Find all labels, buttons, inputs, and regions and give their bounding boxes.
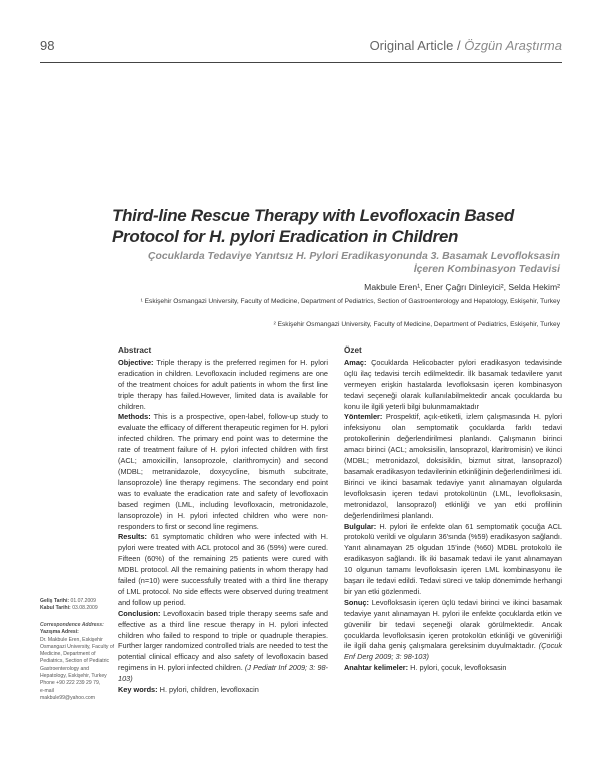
ozet-sonuc: Sonuç: Levofloksasin içeren üçlü tedavi birinci ve ikinci basamak tedaviye yanıt alınamayan H. pylori ile enfekte çocuklarda etkin ve güvenilir bir tedavi seçeneği olarak görülmektedir. Ancak çocuklarda levofloksasin içeren protokolün etkinliği ve güvenirliği ile ilgili daha geniş çalışmalara gereksinim duyulmaktadır. (Çocuk Enf Derg 2009; 3: 98-103) [344, 597, 562, 662]
article-title: Third-line Rescue Therapy with Levofloxacin Based Protocol for H. pylori Eradication in Children [112, 206, 514, 246]
corr-email-label: e-mail [40, 687, 54, 694]
ozet-keywords: Anahtar kelimeler: H. pylori, çocuk, levofloksasin [344, 663, 507, 673]
abstract-methods: Methods: This is a prospective, open-label, follow-up study to evaluate the efficacy of different therapeutic regimen for H. pylori infected children. The primary end point was to determine the rate of treatment failure of H. pylori infected children with first (ACL; amoxicillin, lansoprozole, clarithromycin) and second (MDBL; metranidazole, doxycycline, bismuth subcitrate, lansoprozole) line therapy regimens. The secondary end point was to evaluate the eradication rate and safety of levofloxacin based regimen (LML, including levofloxacin, metronidazole, lansoprozole) in H. pylori infected children who were non-responders to first or second line regimens. [118, 412, 328, 531]
article-type [370, 38, 562, 53]
article-type-en: Original Article / [369, 38, 465, 53]
corr-phone: Phone +90 222 239 29 79, [40, 680, 101, 687]
abstract-en [118, 346, 328, 696]
abstract-heading: Abstract [118, 346, 152, 355]
corr-label: Correspondence Address: [40, 622, 104, 628]
abstract-objective: Objective: Triple therapy is the preferred regimen for H. pylori eradication in children. Levofloxacin included regimens are one of the treatment choices for adult patients in whom the first line triple therapy has failed.However, limited data is available for children. [118, 357, 328, 411]
article-type-tr: Özgün Araştırma [464, 38, 562, 53]
ozet-heading: Özet [344, 346, 362, 355]
page-number: 98 [40, 38, 55, 53]
corr-email: makbule99@yahoo.com [40, 694, 96, 701]
article-subtitle-tr: Çocuklarda Tedaviye Yanıtsız H. Pylori Eradikasyonunda 3. Basamak Levofloksasin İçeren Kombinasyon Tedavisi [148, 251, 560, 275]
accepted-date: Kabul Tarihi: 03.08.2009 [40, 605, 98, 612]
abstract-results: Results: 61 symptomatic children who were infected with H. pylori were treated with ACL protocol and 36 (59%) were cured. Fifteen (60%) of the remaining 25 patients were cured with MDBL protocol. All the remaining patients in whom therapy had failed (n=10) were successfully treated with a third line therapy of LML protocol. No side effects were observed during treatment and follow up period. [118, 532, 328, 607]
corr-label-tr: Yazışma Adresi: [40, 629, 79, 636]
affiliation-2: ² Eskişehir Osmangazi University, Faculty of Medicine, Department of Pediatrics, Eskişehir, Turkey [273, 321, 560, 328]
abstract-tr [344, 346, 562, 674]
ozet-amac: Amaç: Çocuklarda Helicobacter pylori eradikasyon tedavisinde üçlü ilaç tedavisi tercih edilmektedir. İlk basamak tedavilere yanıt vermeyen erişkin hastalarda levofloksasin içeren kombinasyon tedavi seçeneği olarak kullanılabilmektedir ancak çocuklarda bu konu ile ilgili yeterli bilgi bulunmamaktadır [344, 357, 562, 411]
received-date: Geliş Tarihi: 01.07.2009 [40, 598, 96, 604]
dates [40, 598, 116, 613]
ozet-yontemler: Yöntemler: Prospektif, açık-etiketli, izlem çalışmasında H. pylori infeksiyonu olan semptomatik çocuklarda farklı tedavi protokollerinin değerlendirilmesi planlandı. Çalışmanın birinci amacı birinci (ACL; amoksisilin, lansoprazol, klaritromisin) ve ikinci (MDBL; metronidazol, doksisiklin, bizmut sitrat, lansoprazol) basamak eradikasyon tedavilerinin etkinliğinin değerlendirilmesi idi. Birinci ve ikinci basamak tedaviye yanıt alınamayan olgularda levofloksasin içeren tedavi protokolünün (LML, levofloksasin, metronidazol, lansoprazol) etkinliği ve yan etki profilinin değerlendirilmesi planlandı. [344, 412, 562, 520]
header-rule [40, 62, 562, 63]
correspondence [40, 622, 116, 702]
ozet-bulgular: Bulgular: H. pylori ile enfekte olan 61 semptomatik çocuğa ACL protokolü verildi ve olguların 36'sında (%59) eradikasyon sağlandı. Yanıt alınamayan 25 olgudan 15'inde (%60) MDBL protokolü ile eradikasyon sağlandı. İlk iki basamak tedavi ile yanıt alınamayan 10 olgunun tamamı levofloksasin içeren LML kombinasyonu ile başarı ile tedavi edildi. Tedavi süreci ve takip dönemimde herhangi bir yan etki gözlenmedi. [344, 521, 562, 596]
abstract-conclusion: Conclusion: Levofloxacin based triple therapy seems safe and effective as a third line rescue therapy in H. pylori infected children who failed to respond to triple or quadruple therapies. Further larger randomized controlled trials are needed to test the potential clinical efficacy and also safety of levofloxacin based regimens in H. pylori infected children. (J Pediatr Inf 2009; 3: 98-103) [118, 608, 328, 684]
corr-address: Dr. Makbule Eren, Eskişehir Osmangazi University, Faculty of Medicine, Department of Pediatrics, Section of Pediatric Gastroenterology and Hepatology, Eskişehir, Turkey [40, 636, 115, 680]
abstract-keywords: Key words: H. pylori, children, levofloxacin [118, 685, 259, 695]
affiliation-1: ¹ Eskişehir Osmangazi University, Faculty of Medicine, Department of Pediatrics, Section of Gastroenterology and Hepatology, Eskişehir, Turkey [140, 298, 560, 305]
authors: Makbule Eren¹, Ener Çağrı Dinleyici², Selda Hekim² [364, 282, 560, 292]
